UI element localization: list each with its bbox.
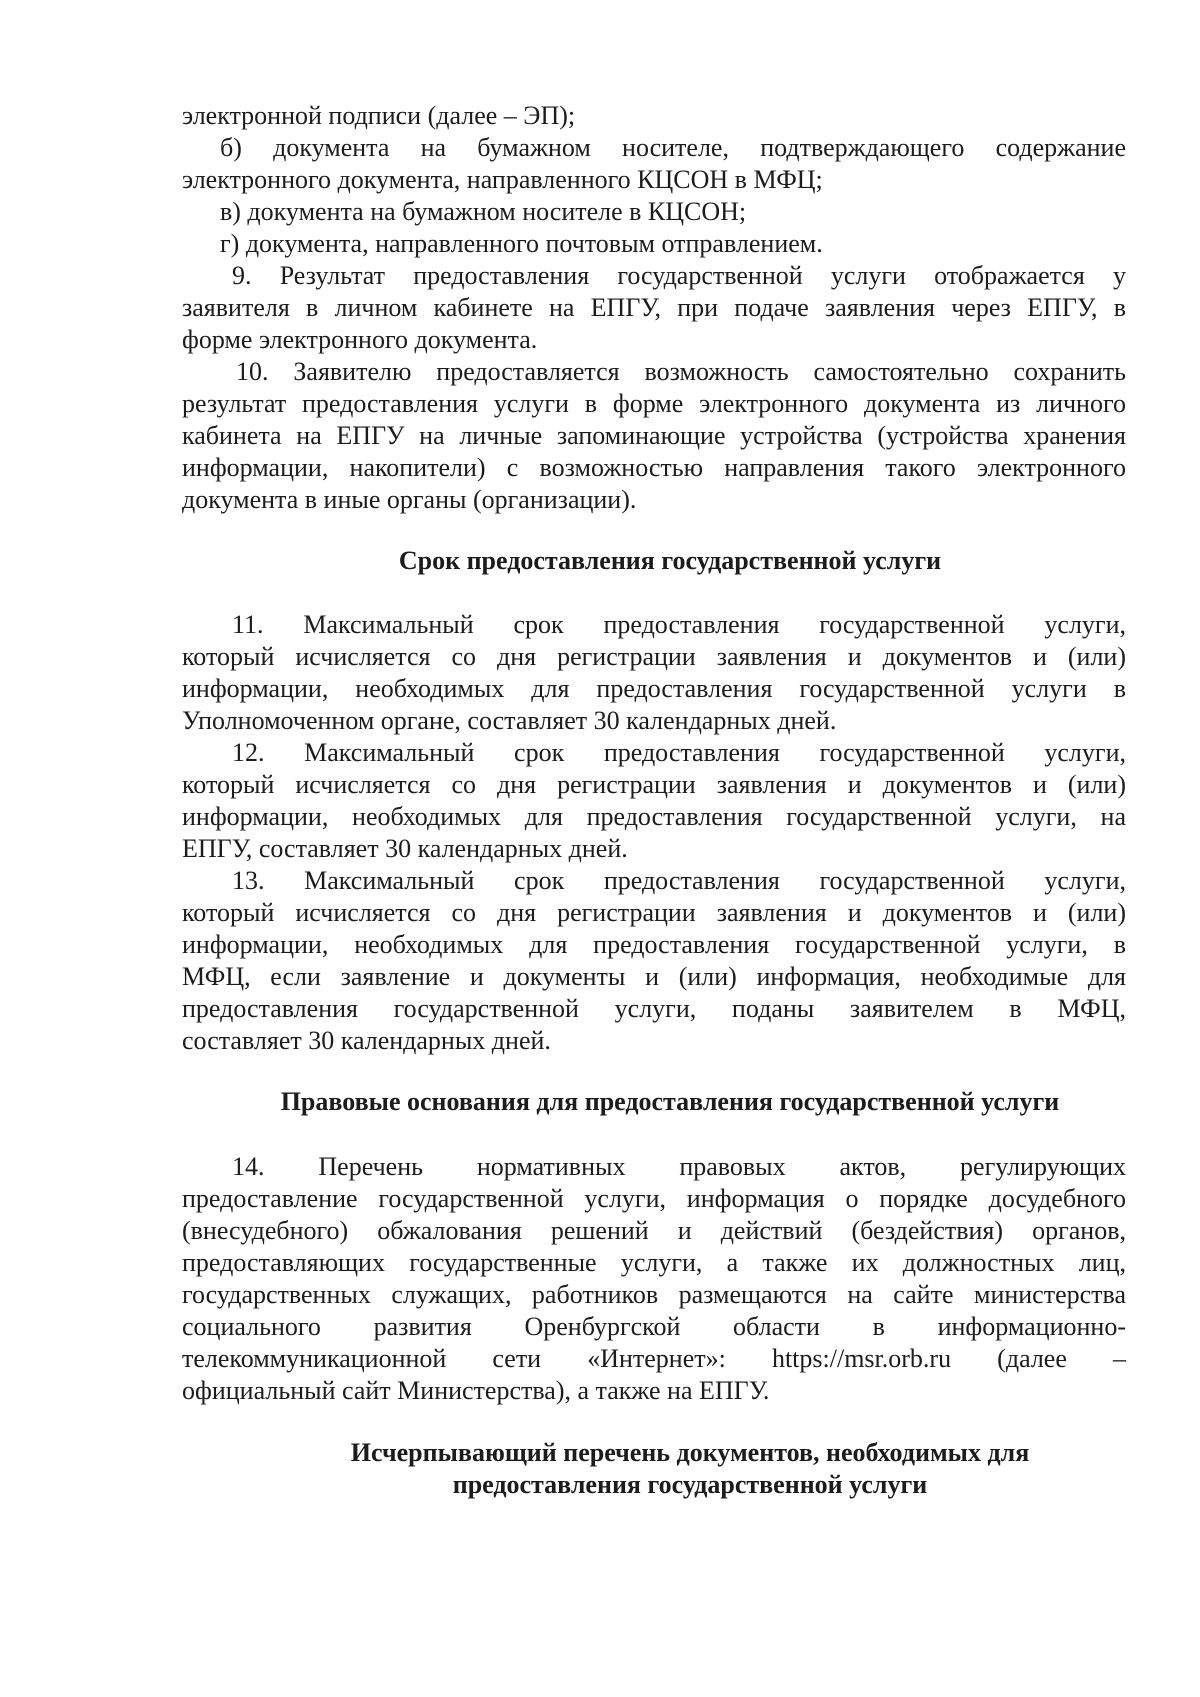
text-line: телекоммуникационной сети «Интернет»: https://msr.orb.ru (далее – — [182, 1344, 1126, 1373]
text-line: информации, необходимых для предоставления государственной услуги в — [182, 674, 1126, 703]
text-line: предоставления государственной услуги, поданы заявителем в МФЦ, — [182, 994, 1126, 1023]
text-line: который исчисляется со дня регистрации заявления и документов и (или) — [182, 770, 1126, 799]
text-line: предоставляющих государственные услуги, а также их должностных лиц, — [182, 1248, 1126, 1277]
text-line: г) документа, направленного почтовым отправлением. — [220, 229, 823, 258]
text-line: 10. Заявителю предоставляется возможность самостоятельно сохранить — [236, 357, 1126, 386]
text-line: который исчисляется со дня регистрации заявления и документов и (или) — [182, 898, 1126, 927]
text-line: (внесудебного) обжалования решений и действий (бездействия) органов, — [182, 1216, 1126, 1245]
text-line: заявителя в личном кабинете на ЕПГУ, при подаче заявления через ЕПГУ, в — [182, 293, 1126, 322]
text-line: результат предоставления услуги в форме электронного документа из личного — [182, 389, 1126, 418]
text-line: информации, необходимых для предоставления государственной услуги, в — [182, 930, 1126, 959]
section-heading: Правовые основания для предоставления государственной услуги — [280, 1087, 1060, 1116]
section-heading: Исчерпывающий перечень документов, необходимых для — [350, 1438, 1030, 1467]
text-line: предоставление государственной услуги, информация о порядке досудебного — [182, 1184, 1126, 1213]
text-line: в) документа на бумажном носителе в КЦСОН; — [220, 197, 747, 226]
section-heading-continued: предоставления государственной услуги — [452, 1470, 928, 1499]
text-line: государственных служащих, работников размещаются на сайте министерства — [182, 1280, 1126, 1309]
text-line: составляет 30 календарных дней. — [182, 1026, 551, 1055]
text-line: 12. Максимальный срок предоставления государственной услуги, — [232, 738, 1126, 767]
text-line: МФЦ, если заявление и документы и (или) информация, необходимые для — [182, 962, 1126, 991]
text-line: который исчисляется со дня регистрации заявления и документов и (или) — [182, 642, 1126, 671]
text-line: б) документа на бумажном носителе, подтверждающего содержание — [220, 133, 1126, 162]
text-line: кабинета на ЕПГУ на личные запоминающие устройства (устройства хранения — [182, 421, 1126, 450]
text-line: 11. Максимальный срок предоставления государственной услуги, — [232, 610, 1126, 639]
text-line: электронного документа, направленного КЦСОН в МФЦ; — [182, 165, 823, 194]
text-line: социального развития Оренбургской области в информационно- — [182, 1312, 1126, 1341]
text-line: 14. Перечень нормативных правовых актов, регулирующих — [232, 1152, 1126, 1181]
text-line: информации, необходимых для предоставления государственной услуги, на — [182, 802, 1126, 831]
text-line: документа в иные органы (организации). — [182, 485, 637, 514]
text-line: форме электронного документа. — [182, 325, 538, 354]
text-line: электронной подписи (далее – ЭП); — [182, 101, 576, 130]
text-line: официальный сайт Министерства), а также на ЕПГУ. — [182, 1376, 770, 1405]
text-line: 9. Результат предоставления государственной услуги отображается у — [232, 261, 1126, 290]
text-line: 13. Максимальный срок предоставления государственной услуги, — [232, 866, 1126, 895]
text-line: информации, накопители) с возможностью направления такого электронного — [182, 453, 1126, 482]
section-heading: Срок предоставления государственной услуги — [398, 546, 942, 575]
text-line: Уполномоченном органе, составляет 30 календарных дней. — [182, 706, 837, 735]
text-line: ЕПГУ, составляет 30 календарных дней. — [182, 834, 628, 863]
